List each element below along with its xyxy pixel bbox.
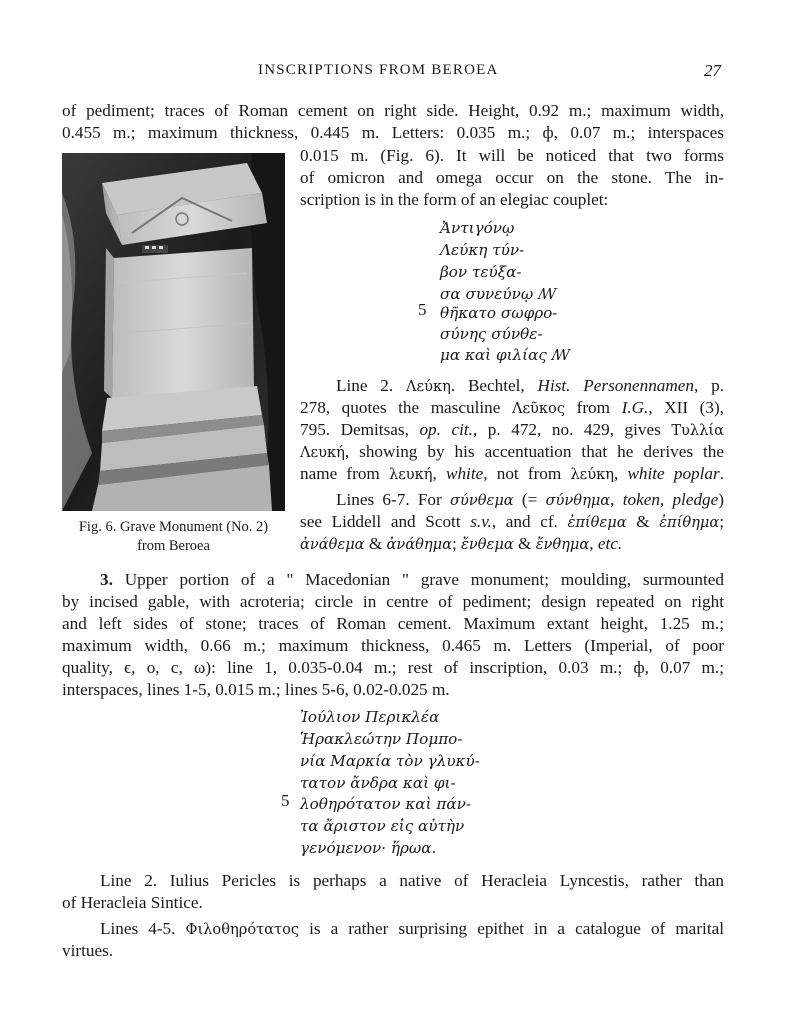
commentary2-line-7: see Liddell and Scott s.v., and cf. ἐπίθεμα & ἐπίθημα; <box>300 512 724 531</box>
section3-line-1: 3. Upper portion of a " Macedonian " grave monument; moulding, surmounted <box>100 570 724 589</box>
page-header <box>0 62 787 82</box>
commentary3-line-2: of Heracleia Sintice. <box>62 893 203 912</box>
commentary3-line-4: virtues. <box>62 941 114 960</box>
inscription2-line-number: 5 <box>418 300 427 319</box>
section-number: 3. <box>100 570 113 589</box>
inscription3-line-7: γενόμενον· ἥρωα. <box>300 839 437 857</box>
inscription2-line-5: θῆκατο σωφρο- <box>440 304 558 322</box>
intro-line-1: of pediment; traces of Roman cement on right side. Height, 0.92 m.; maximum width, <box>62 101 724 120</box>
section3-line-3: and left sides of stone; traces of Roman cement. Maximum extant height, 1.25 m.; <box>62 614 724 633</box>
commentary3-line-3: Lines 4-5. Φιλοθηρότατος is a rather surprising epithet in a catalogue of marital <box>100 919 724 938</box>
commentary2-line-1: Line 2. Λεύκη. Bechtel, Hist. Personennamen, p. <box>336 376 725 395</box>
commentary2-line-2: 278, quotes the masculine Λεῦκος from I.G., XII (3), <box>300 398 724 417</box>
section3-line-6: interspaces, lines 1-5, 0.015 m.; lines 5-6, 0.02-0.025 m. <box>62 680 450 699</box>
running-title: INSCRIPTIONS FROM BEROEA <box>258 62 499 78</box>
commentary2-line-3: 795. Demitsas, op. cit., p. 472, no. 429, gives Τυλλία <box>300 420 725 439</box>
inscription3-line-6: τα ἄριστον εἰς αὐτὴν <box>300 817 465 835</box>
inscription3-line-1: Ἰούλιον Περικλέα <box>300 708 440 726</box>
inscription2-line-1: Ἀντιγόνῳ <box>440 219 515 237</box>
inscription2-line-6: σύνης σύνθε- <box>440 325 543 343</box>
inscription2-line-7: μα καὶ φιλίας ꟿ <box>440 346 570 364</box>
intro-line-5: scription is in the form of an elegiac couplet: <box>300 190 609 209</box>
section3-line-4: maximum width, 0.66 m.; maximum thickness, 0.465 m. Letters (Imperial, of poor <box>62 636 724 655</box>
intro-line-3: 0.015 m. (Fig. 6). It will be noticed that two forms <box>300 146 724 165</box>
inscription2-line-2: Λεύκη τύν- <box>440 241 525 259</box>
inscription2-line-3: βον τεύξα- <box>440 263 522 281</box>
page-number: 27 <box>704 61 721 80</box>
commentary2-line-8: ἀνάθεμα & ἀνάθημα; ἔνθεμα & ἔνθημα, etc. <box>300 534 623 553</box>
inscription3-line-5: λοθηρότατον καὶ πάν- <box>300 795 471 813</box>
inscription2-line-4: σα συνεύνῳ ꟿ <box>440 285 557 303</box>
grave-monument-photo <box>62 153 285 511</box>
intro-line-2: 0.455 m.; maximum thickness, 0.445 m. Letters: 0.035 m.; ф, 0.07 m.; interspaces <box>62 123 724 142</box>
inscription3-line-3: νία Μαρκία τὸν γλυκύ- <box>300 752 480 770</box>
figure-caption-line-2: from Beroea <box>137 538 210 554</box>
commentary3-line-1: Line 2. Iulius Pericles is perhaps a native of Heracleia Lyncestis, rather than <box>100 871 724 890</box>
commentary2-line-5: name from λευκή, white, not from λεύκη, white poplar. <box>300 464 724 483</box>
figure-caption-line-1: Fig. 6. Grave Monument (No. 2) <box>78 519 269 535</box>
commentary2-line-4: Λευκή, showing by his accentuation that he derives the <box>300 442 724 461</box>
inscription3-line-number: 5 <box>281 791 290 810</box>
intro-line-4: of omicron and omega occur on the stone. The in- <box>300 168 724 187</box>
inscription3-line-4: τατον ἄνδρα καὶ φι- <box>300 774 456 792</box>
commentary2-line-6: Lines 6-7. For σύνθεμα (= σύνθημα, token, pledge) <box>336 490 725 509</box>
inscription3-line-2: Ἡρακλεώτην Πομπο- <box>300 730 463 748</box>
grave-monument-icon <box>62 153 285 511</box>
section3-line-2: by incised gable, with acroteria; circle in centre of pediment; design repeated on right <box>62 592 724 611</box>
section3-line-5: quality, ϵ, ο, c, ω): line 1, 0.035-0.04 m.; rest of inscription, 0.03 m.; ф, 0.07 m.; <box>62 658 724 677</box>
